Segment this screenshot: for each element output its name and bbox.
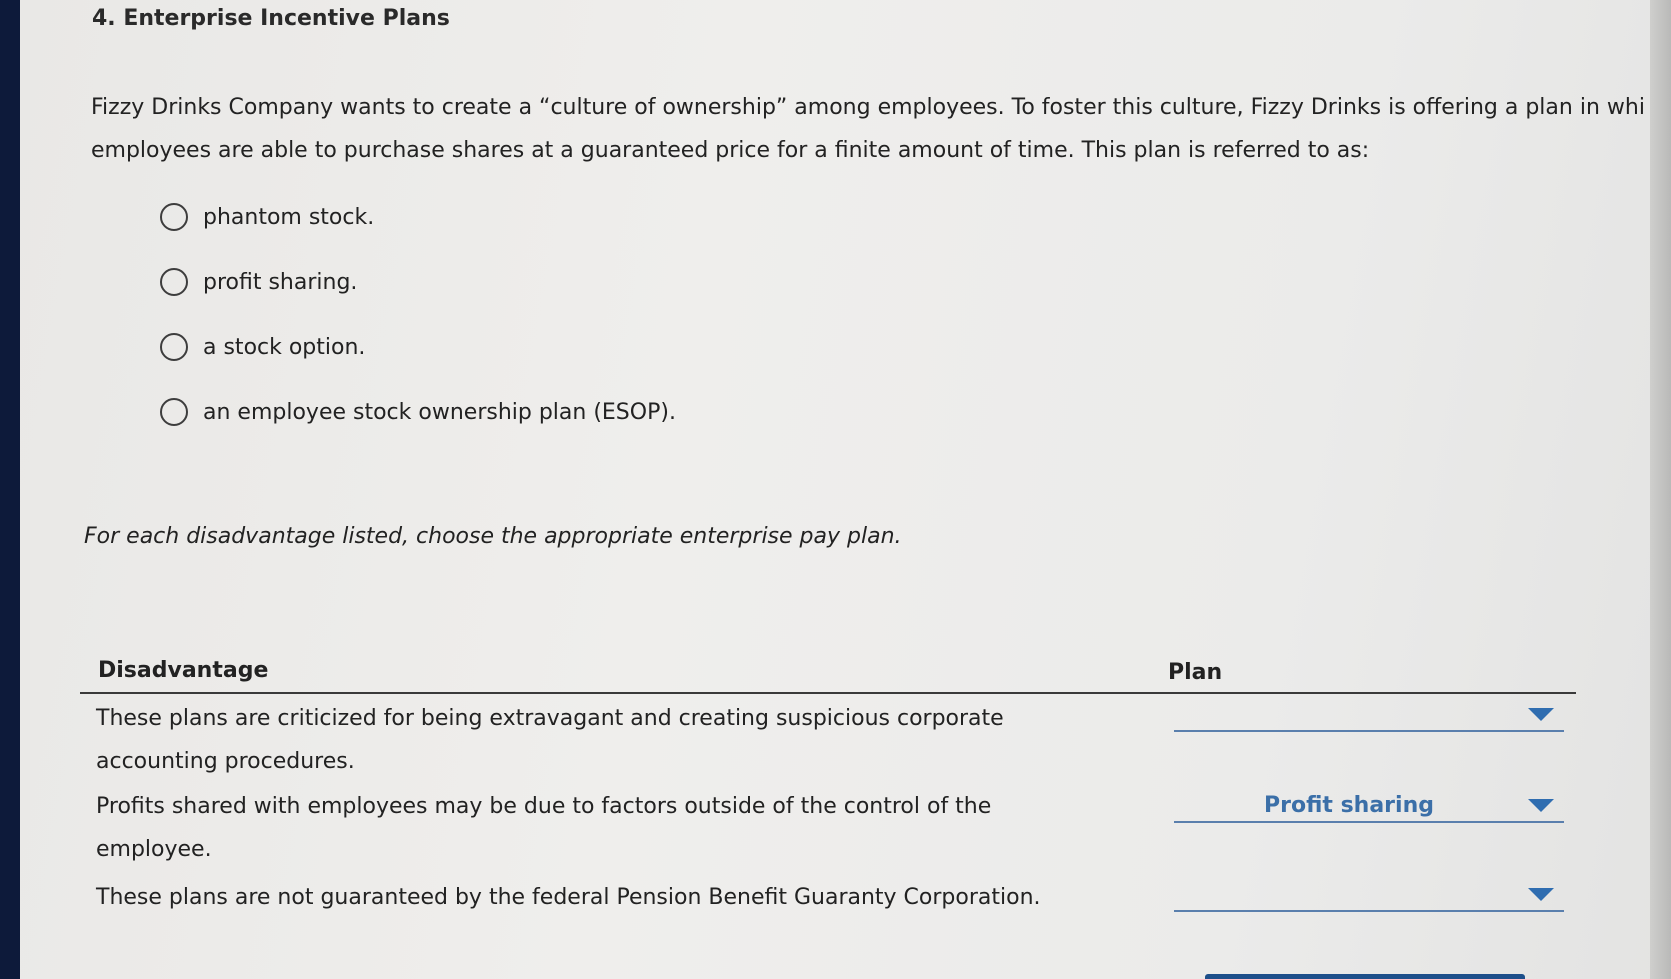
radio-button[interactable] xyxy=(160,203,188,231)
radio-button[interactable] xyxy=(160,398,188,426)
question-line-1: Fizzy Drinks Company wants to create a “culture of ownership” among employees. To foster this culture, Fizzy Drinks is offering a plan in whi xyxy=(91,95,1645,120)
plan-dropdown[interactable] xyxy=(1174,702,1564,732)
answer-options xyxy=(160,202,676,462)
table-header xyxy=(80,652,1576,694)
disadvantage-line-2: employee. xyxy=(96,837,212,862)
question-text xyxy=(91,86,1671,172)
disadvantage-line-1: These plans are criticized for being extravagant and creating suspicious corporate xyxy=(96,706,1004,731)
chevron-down-icon[interactable] xyxy=(1528,888,1554,901)
assignment-page xyxy=(20,0,1671,979)
radio-button[interactable] xyxy=(160,333,188,361)
disadvantage-text xyxy=(96,697,1056,783)
disadvantage-text xyxy=(96,876,1056,919)
instructions-text: For each disadvantage listed, choose the appropriate enterprise pay plan. xyxy=(84,524,902,549)
disadvantage-line-2: accounting procedures. xyxy=(96,749,355,774)
option-profit-sharing[interactable] xyxy=(160,267,676,297)
option-stock-option[interactable] xyxy=(160,332,676,362)
question-title: 4. Enterprise Incentive Plans xyxy=(92,6,450,31)
option-label[interactable]: an employee stock ownership plan (ESOP). xyxy=(203,399,676,425)
footer-button-edge[interactable] xyxy=(1205,974,1525,979)
option-label[interactable]: phantom stock. xyxy=(203,204,375,230)
disadvantage-text xyxy=(96,785,1056,871)
plan-dropdown[interactable] xyxy=(1174,882,1564,912)
header-disadvantage: Disadvantage xyxy=(98,658,269,683)
option-phantom-stock[interactable] xyxy=(160,202,676,232)
chevron-down-icon[interactable] xyxy=(1528,799,1554,812)
option-label[interactable]: profit sharing. xyxy=(203,269,358,295)
dropdown-value: Profit sharing xyxy=(1264,793,1434,818)
screen-edge xyxy=(1650,0,1671,979)
option-esop[interactable] xyxy=(160,397,676,427)
header-plan: Plan xyxy=(1168,660,1223,685)
disadvantage-line-1: Profits shared with employees may be due to factors outside of the control of the xyxy=(96,794,992,819)
radio-button[interactable] xyxy=(160,268,188,296)
chevron-down-icon[interactable] xyxy=(1528,708,1554,721)
question-line-2: employees are able to purchase shares at a guaranteed price for a finite amount of time. This plan is referred to as: xyxy=(91,138,1370,163)
disadvantage-line-1: These plans are not guaranteed by the federal Pension Benefit Guaranty Corporation. xyxy=(96,885,1041,910)
option-label[interactable]: a stock option. xyxy=(203,334,366,360)
plan-dropdown[interactable] xyxy=(1174,793,1564,823)
